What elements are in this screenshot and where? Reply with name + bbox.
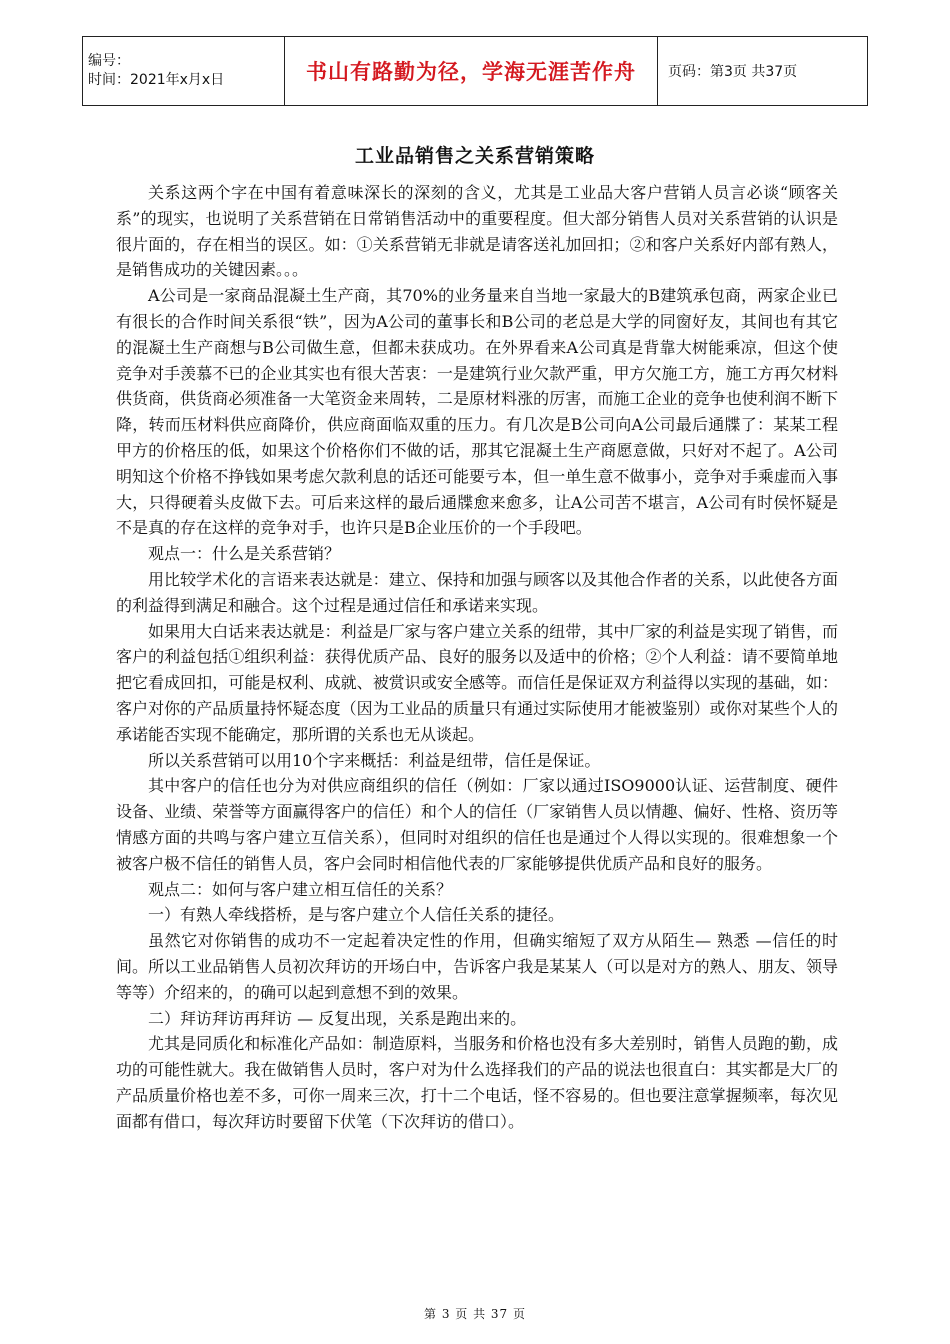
paragraph: 其中客户的信任也分为对供应商组织的信任（例如：厂家以通过ISO9000认证、运营制度、硬件设备、业绩、荣誉等方面赢得客户的信任）和个人的信任（厂家销售人员以情趣、偏好、性格、资历等情感方面的共鸣与客户建立互信关系），但同时对组织的信任也是通过个人得以实现的。很难想象一个被客户极不信任的销售人员，客户会同时相信他代表的厂家能够提供优质产品和良好的服务。 [116, 776, 838, 873]
paragraph: A公司是一家商品混凝土生产商，其70%的业务量来自当地一家最大的B建筑承包商，两家企业已有很长的合作时间关系很“铁”，因为A公司的董事长和B公司的老总是大学的同窗好友，其间也有其它的混凝土生产商想与B公司做生意，但都未获成功。在外界看来A公司真是背靠大树能乘凉，但这个使竞争对手羡慕不已的企业其实也有很大苦衷：一是建筑行业欠款严重，甲方欠施工方，施工方再欠材料供货商，供货商必须准备一大笔资金来周转，二是原材料涨的厉害，而施工企业的竞争也使利润不断下降，转而压材料供应商降价，供应商面临双重的压力。有几次是B公司向A公司最后通牒了：某某工程甲方的价格压的低，如果这个价格你们不做的话，那其它混凝土生产商愿意做，只好对不起了。A公司明知这个价格不挣钱如果考虑欠款利息的话还可能要亏本，但一单生意不做事小，竞争对手乘虚而入事大，只得硬着头皮做下去。可后来这样的最后通牒愈来愈多，让A公司苦不堪言，A公司有时侯怀疑是不是真的存在这样的竞争对手，也许只是B企业压价的一个手段吧。 [116, 286, 838, 538]
subheading: 二）拜访拜访再拜访 — 反复出现，关系是跑出来的。 [148, 1008, 527, 1028]
paragraph: 所以关系营销可以用10个字来概括：利益是纽带，信任是保证。 [148, 750, 601, 770]
paragraph: 用比较学术化的言语来表达就是：建立、保持和加强与顾客以及其他合作者的关系，以此使各方面的利益得到满足和融合。这个过程是通过信任和承诺来实现。 [116, 569, 838, 615]
header-motto: 书山有路勤为径，学海无涯苦作舟 [285, 37, 658, 106]
header-meta-cell [83, 37, 285, 106]
doc-number-label: 编号： [88, 53, 130, 69]
paragraph: 如果用大白话来表达就是：利益是厂家与客户建立关系的纽带，其中厂家的利益是实现了销售，而客户的利益包括①组织利益：获得优质产品、良好的服务以及适中的价格；②个人利益：请不要简单地把它看成回扣，可能是权利、成就、被赏识或安全感等。而信任是保证双方利益得以实现的基础，如：客户对你的产品质量持怀疑态度（因为工业品的质量只有通过实际使用才能被鉴别）或你对某些个人的承诺能否实现不能确定，那所谓的关系也无从谈起。 [116, 621, 838, 744]
paragraph: 尤其是同质化和标准化产品如：制造原料，当服务和价格也没有多大差别时，销售人员跑的勤，成功的可能性就大。我在做销售人员时，客户对为什么选择我们的产品的说法也很直白：其实都是大厂的产品质量价格也差不多，可你一周来三次，打十二个电话，怪不容易的。但也要注意掌握频率，每次见面都有借口，每次拜访时要留下伏笔（下次拜访的借口）。 [116, 1034, 838, 1131]
section-heading: 观点一：什么是关系营销？ [148, 544, 341, 564]
section-heading: 观点二：如何与客户建立相互信任的关系？ [148, 879, 453, 899]
document-body [116, 180, 838, 1134]
document-header [82, 36, 868, 106]
header-page-info: 页码：第3页 共37页 [658, 37, 868, 106]
date-line: 时间：2021年x月x日 [88, 72, 225, 88]
paragraph: 关系这两个字在中国有着意味深长的深刻的含义，尤其是工业品大客户营销人员言必谈“顾客关系”的现实，也说明了关系营销在日常销售活动中的重要程度。但大部分销售人员对关系营销的认识是很片面的，存在相当的误区。如：①关系营销无非就是请客送礼加回扣；②和客户关系好内部有熟人，是销售成功的关键因素。。。 [116, 183, 838, 280]
subheading: 一）有熟人牵线搭桥，是与客户建立个人信任关系的捷径。 [148, 905, 565, 925]
paragraph: 虽然它对你销售的成功不一定起着决定性的作用，但确实缩短了双方从陌生— 熟悉 —信任的时间。所以工业品销售人员初次拜访的开场白中，告诉客户我是某某人（可以是对方的熟人、朋友、领导等等）介绍来的，的确可以起到意想不到的效果。 [116, 931, 838, 1002]
document-title: 工业品销售之关系营销策略 [354, 145, 595, 167]
page-footer: 第 3 页 共 37 页 [424, 1307, 526, 1321]
